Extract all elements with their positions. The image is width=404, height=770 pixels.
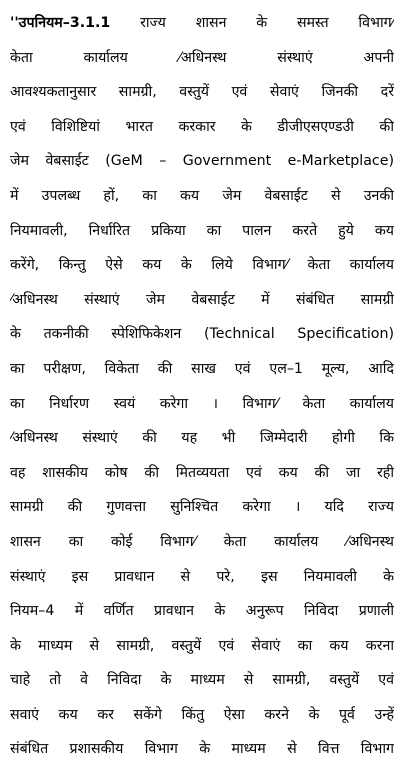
paragraph-line-5: जेम वेबसाईट (GeM – Government e-Marketplace) (10, 153, 394, 170)
paragraph-line-17: संस्थाएं इस प्रावधान से परे, इस नियमावली के (10, 568, 394, 585)
paragraph-line-14: वह शासकीय कोष की मितव्ययता एवं कय की जा रही (10, 464, 394, 481)
paragraph-line-15: सामग्री की गुणवत्ता सुनिश्चित करेगा । यदि राज्य (10, 499, 394, 516)
clause-first-line-text: राज्य शासन के समस्त विभाग⁄ (140, 15, 394, 31)
paragraph-line-20: चाहे तो वे निविदा के माध्यम से सामग्री, वस्तुयें एवं (10, 672, 394, 689)
paragraph-line-21: सवाएं कय कर सकेंगे किंतु ऐसा करने के पूर्व उन्हें (10, 706, 394, 723)
paragraph-line-9: ⁄अधिनस्थ संस्थाएं जेम वेबसाईट में संबंधित सामग्री (10, 291, 394, 308)
paragraph-line-13: ⁄अधिनस्थ संस्थाएं की यह भी जिम्मेदारी होगी कि (10, 430, 394, 447)
paragraph-line-8: करेंगे, किन्तु ऐसे कय के लिये विभाग⁄ केता कार्यालय (10, 257, 394, 274)
paragraph-line-10: के तकनीकी स्पेशिफिकेशन (Technical Specification) (10, 326, 394, 343)
paragraph-line-12: का निर्धारण स्वयं करेगा । विभाग⁄ केता कार्यालय (10, 395, 394, 412)
paragraph-line-19: के माध्यम से सामग्री, वस्तुयें एवं सेवाएं का कय करना (10, 637, 394, 654)
paragraph-line-4: एवं विशिष्टियां भारत करकार के डीजीएसएण्डउी की (10, 118, 394, 135)
paragraph-line-18: नियम–4 में वर्णित प्रावधान के अनुरूप निविदा प्रणाली (10, 603, 394, 620)
paragraph-line-6: में उपलब्ध हों, का कय जेम वेबसाईट से उनकी (10, 187, 394, 204)
paragraph-line-2: केता कार्यालय ⁄अधिनस्थ संस्थाएं अपनी (10, 49, 394, 66)
paragraph-line-11: का परीक्षण, विकेता की साख एवं एल–1 मूल्य, आदि (10, 360, 394, 377)
paragraph-line-22: संबंधित प्रशासकीय विभाग के माध्यम से वित्त विभाग (10, 741, 394, 758)
paragraph-line-7: नियमावली, निर्धारित प्रकिया का पालन करते हुये कय (10, 222, 394, 239)
clause-heading: ''उपनियम–3.1.1 (10, 15, 111, 31)
document-page (10, 6, 394, 767)
paragraph-line-3: आवश्यकतानुसार सामग्री, वस्तुयें एवं सेवाएं जिनकी दरें (10, 84, 394, 101)
paragraph-line-16: शासन का कोई विभाग⁄ केता कार्यालय ⁄अधिनस्थ (10, 533, 394, 550)
paragraph-line-1 (10, 6, 394, 41)
